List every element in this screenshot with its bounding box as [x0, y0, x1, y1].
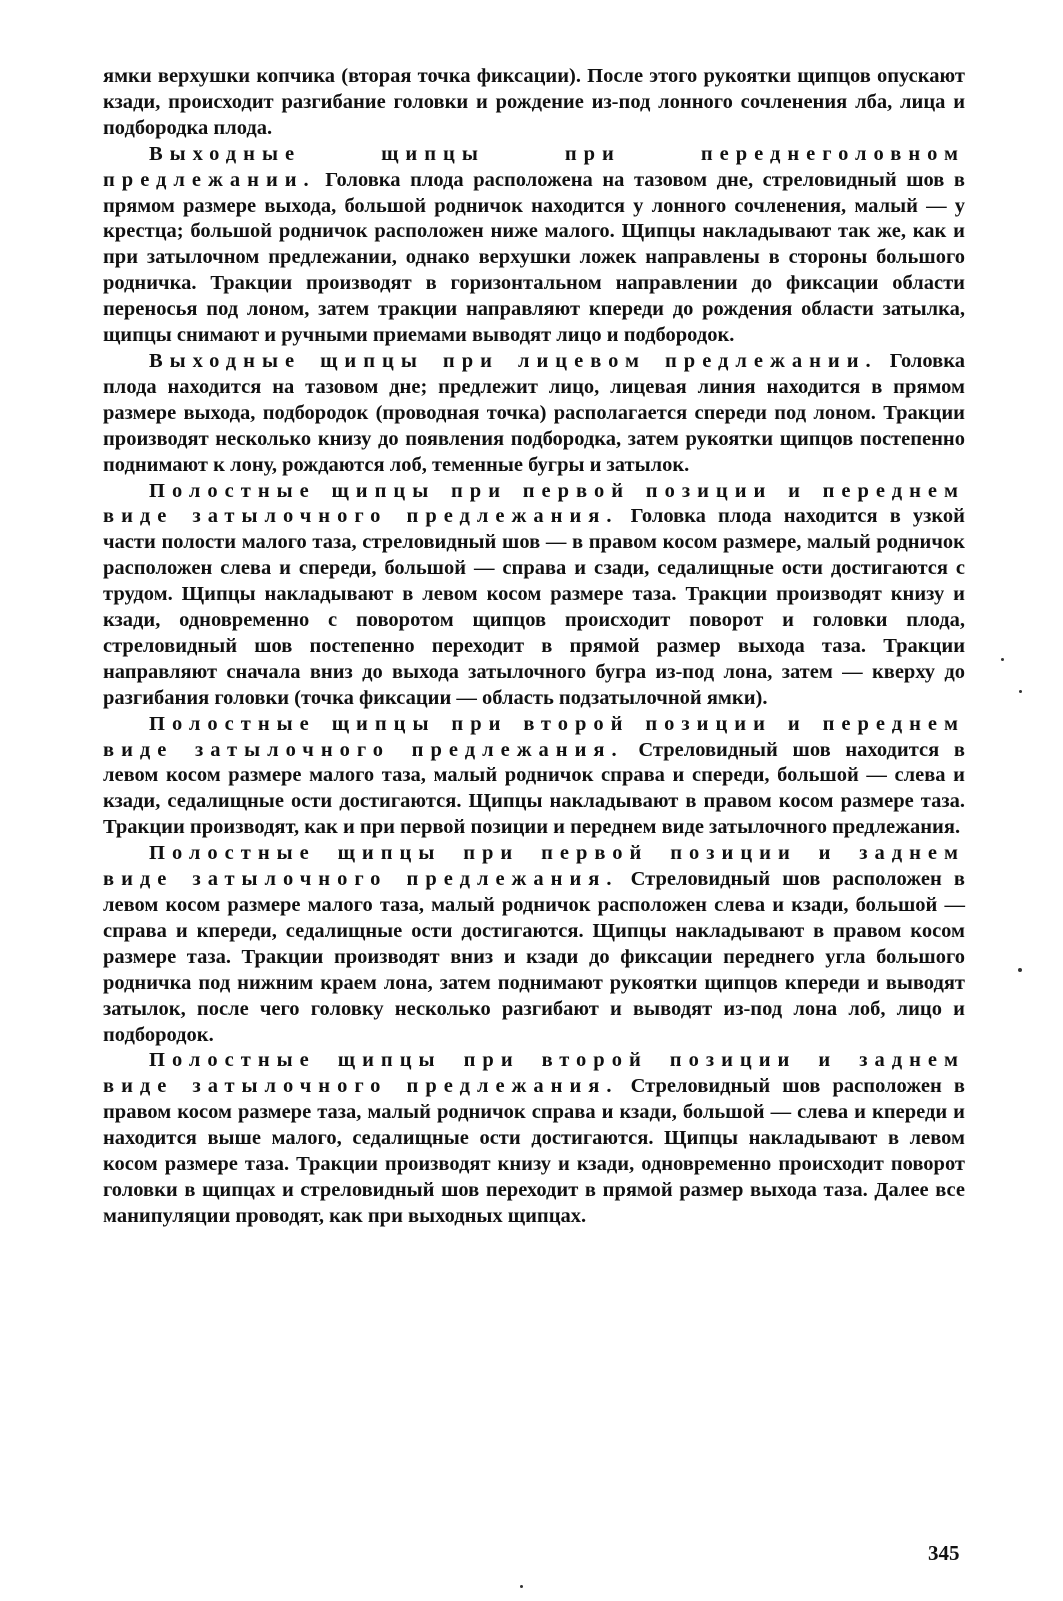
- paragraph-text: Головка плода находится на тазовом дне; предлежит лицо, лицевая линия находится в прямом размере выхода, подбородок (проводная точка) располагается спереди под лоном. Тракции производят несколько книзу до появления подбородка, затем рукоятки щипцов постепенно поднимают к лону, рождаются лоб, теменные бугры и затылок.: [103, 349, 965, 476]
- paragraph-text: ямки верхушки копчика (вторая точка фиксации). После этого рукоятки щипцов опускают кзади, происходит разгибание головки и рождение из-под лонного сочленения лба, лица и подбородка плода.: [103, 65, 965, 139]
- paragraph-cavity-first-posterior: [103, 841, 965, 1048]
- paragraph-text: Стреловидный шов расположен в левом косом размере малого таза, малый родничок расположен слева и кзади, большой — справа и кпереди, седалищные ости достигаются. Щипцы накладывают в правом косом размере таза. Тракции производят вниз и кзади до фиксации переднего угла большого родничка под нижним краем лона, затем поднимают рукоятки щипцов кпереди и выводят затылок, после чего головку несколько разгибают и выводят из-под лона лоб, лицо и подбородок.: [103, 868, 965, 1046]
- paragraph-cavity-second-anterior: [103, 712, 965, 842]
- paragraph-heading: Полостные щипцы при первой позиции и заднем виде затылочного предлежания.: [103, 842, 965, 891]
- paragraph-heading: Полостные щипцы при первой позиции и переднем виде затылочного предлежания.: [103, 479, 965, 528]
- paragraph-heading: Выходные щипцы при переднеголовном предлежании.: [103, 142, 965, 191]
- paragraph-cavity-first-anterior: [103, 479, 965, 712]
- document-page: [103, 64, 965, 1230]
- paragraph-cavity-second-posterior: [103, 1048, 965, 1229]
- page-number: 345: [928, 1541, 960, 1565]
- paragraph-heading: Полостные щипцы при второй позиции и переднем виде затылочного предлежания.: [103, 712, 965, 761]
- paragraph-text: Головка плода находится в узкой части полости малого таза, стреловидный шов — в правом косом размере, малый родничок расположен слева и спереди, большой — справа и сзади, седалищные ости достигаются с трудом. Щипцы накладывают в левом косом размере таза. Тракции производят книзу и кзади, одновременно с поворотом щипцов происходит поворот и головки плода, стреловидный шов постепенно переходит в прямой размер выхода таза. Тракции направляют сначала вниз до выхода затылочного бугра из-под лона, затем — кверху до разгибания головки (точка фиксации — область подзатылочной ямки).: [103, 505, 965, 709]
- paragraph-continuation: [103, 64, 965, 142]
- paragraph-text: Головка плода расположена на тазовом дне, стреловидный шов в прямом размере выхода, большой родничок находится у лонного сочленения, малый — у крестца; большой родничок расположен ниже малого. Щипцы накладывают так же, как и при затылочном предлежании, однако верхушки ложек направлены в стороны большого родничка. Тракции производят в горизонтальном направлении до фиксации области переносья под лоном, затем тракции направляют кпереди до рождения области затылка, щипцы снимают и ручными приемами выводят лицо и подбородок.: [103, 168, 965, 347]
- paragraph-forceps-anterior-cephalic: [103, 142, 965, 349]
- paragraph-heading: Полостные щипцы при второй позиции и заднем виде затылочного предлежания.: [103, 1049, 965, 1098]
- paragraph-text: Стреловидный шов находится в левом косом размере малого таза, малый родничок справа и спереди, большой — слева и кзади, седалищные ости достигаются. Щипцы накладывают в правом косом размере таза. Тракции производят, как и при первой позиции и переднем виде затылочного предлежания.: [103, 738, 966, 839]
- scan-speck: [520, 1585, 523, 1588]
- paragraph-forceps-face: [103, 349, 965, 479]
- scan-speck: [1001, 658, 1004, 661]
- scan-speck: [1019, 690, 1022, 693]
- scan-speck: [1018, 968, 1022, 972]
- paragraph-heading: Выходные щипцы при лицевом предлежании.: [149, 349, 878, 372]
- paragraph-text: Стреловидный шов расположен в правом косом размере таза, малый родничок справа и кзади, большой — слева и кпереди и находится выше малого, седалищные ости достигаются. Щипцы накладывают в левом косом размере таза. Тракции производят книзу и кзади, одновременно происходит поворот головки в щипцах и стреловидный шов переходит в прямой размер выхода таза. Далее все манипуляции проводят, как при выходных щипцах.: [103, 1075, 965, 1227]
